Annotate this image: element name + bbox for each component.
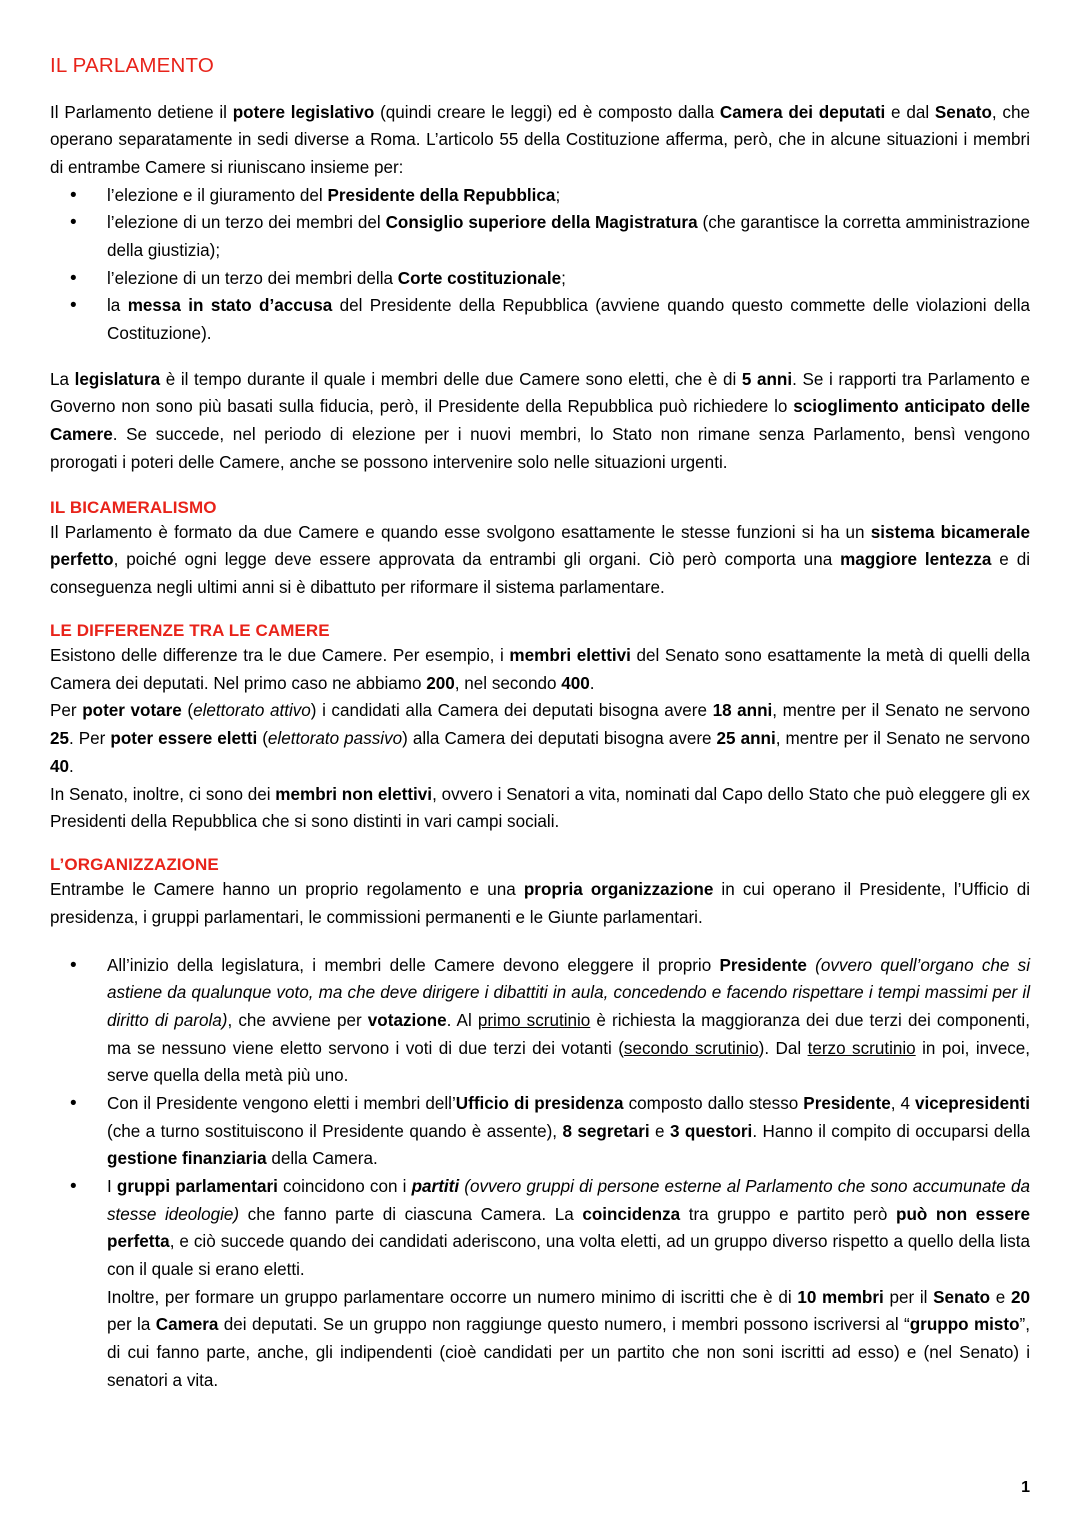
dif1-bold-2: 200 — [426, 673, 455, 693]
leg-text-4: . Se succede, nel periodo di elezione per i nuovi membri, lo Stato non rimane senza Parlamento, bensì vengono prorogati i poteri delle Camere, anche se possono intervenire solo nelle situazioni urgenti. — [50, 425, 1030, 472]
list-item — [50, 292, 1030, 347]
leg-bold-2: 5 anni — [741, 369, 793, 389]
bic-text-2: , poiché ogni legge deve essere approvata da entrambi gli organi. Ciò però comporta una — [113, 550, 841, 570]
list-item — [50, 182, 1030, 210]
dif2-text-6: ( — [257, 729, 268, 749]
dif3-bold-1: membri non elettivi — [275, 784, 433, 804]
intro-text-2: (quindi creare le leggi) ed è composto dalla — [374, 102, 720, 122]
dif2-italic-1: elettorato attivo — [193, 701, 311, 721]
bic-bold-2: maggiore lentezza — [840, 550, 992, 570]
bicameralismo-paragraph — [50, 519, 1030, 602]
intro-bold-2: Camera dei deputati — [719, 102, 886, 122]
ob1-text-3: , che avviene per — [227, 1010, 368, 1030]
section-heading-organizzazione: L’ORGANIZZAZIONE — [50, 854, 219, 874]
ob3c-text-2: per il — [883, 1287, 934, 1307]
bullet-text-2: ; — [555, 185, 561, 205]
bullet-bold-1: messa in stato d’accusa — [127, 296, 333, 316]
dif2-bold-1: poter votare — [82, 701, 182, 721]
ob3c-text-6: ”, di cui fanno parte, anche, gli indipendenti (cioè candidati per un partito che non soni iscritti ad esso) e (nel Senato) i senatori a vita. — [107, 1315, 1030, 1390]
ob2-bold-4: 8 segretari — [562, 1121, 650, 1141]
leg-text-3: . Se i rapporti tra Parlamento e Governo non sono più basati sulla fiducia, però, il Presidente della Repubblica può richiedere lo — [50, 369, 1031, 417]
intro-text-3: e dal — [885, 102, 935, 122]
dif2-bold-3: 25 — [50, 729, 70, 749]
ob3-text-5: tra gruppo e partito però — [680, 1204, 897, 1224]
ob1-text-7: in poi, invece, serve quella della metà più uno. — [107, 1038, 1031, 1086]
dif3-text-2: , ovvero i Senatori a vita, nominati dal Capo dello Stato che può eleggere gli ex Presidenti della Repubblica che si sono distinti in vari campi sociali. — [50, 784, 1030, 832]
ob2-bold-6: gestione finanziaria — [107, 1149, 267, 1169]
dif2-text-8: , mentre per il Senato ne servono — [775, 729, 1030, 749]
ob1-italic-1: (ovvero quell’organo che si astiene da qualunque voto, ma che deve dirigere i dibattiti in aula, concedendo e facendo rispettare i tempi massimi per il diritto di parola) — [107, 955, 1030, 1030]
ob3-bold-2: coincidenza — [582, 1204, 681, 1224]
ob3c-bold-5: gruppo misto — [909, 1315, 1020, 1335]
ob1-text-5: è richiesta la maggioranza dei due terzi dei componenti, ma se nessuno viene eletto servono i voti di due terzi dei votanti ( — [107, 1010, 1030, 1058]
page-number: 1 — [1021, 1479, 1030, 1496]
ob3-text-4: che fanno parte di ciascuna Camera. La — [239, 1204, 583, 1224]
section-heading-bicameralismo: IL BICAMERALISMO — [50, 497, 217, 517]
leg-bold-3: scioglimento anticipato delle Camere — [50, 397, 1030, 445]
ob3-bolditalic-1: partiti — [411, 1177, 460, 1197]
ob2-bold-1: Ufficio di presidenza — [455, 1093, 624, 1113]
ob2-bold-5: 3 questori — [669, 1121, 753, 1141]
dif1-text-2: del Senato sono esattamente la metà di quelli della Camera dei deputati. Nel primo caso ne abbiamo — [50, 646, 1030, 693]
list-item — [50, 209, 1030, 264]
intro-bold-3: Senato — [934, 102, 992, 122]
dif2-italic-2: elettorato passivo — [267, 729, 403, 749]
bullet-text-2: del Presidente della Repubblica (avviene quando questo commette delle violazioni della Costituzione). — [107, 296, 1031, 344]
ob2-text-1: Con il Presidente vengono eletti i membri dell’ — [107, 1093, 456, 1113]
dif2-bold-4: poter essere eletti — [110, 729, 258, 749]
bullet-text-1: l’elezione e il giuramento del — [107, 185, 328, 205]
dif2-bold-6: 40 — [50, 756, 70, 776]
ob2-text-4: (che a turno sostituiscono il Presidente quando è assente), — [107, 1121, 563, 1141]
ob1-text-2 — [807, 956, 815, 975]
bullet-bold-1: Consiglio superiore della Magistratura — [385, 213, 698, 233]
list-item — [50, 1173, 1030, 1284]
leg-text-1: La — [50, 369, 75, 389]
ob2-text-3: , 4 — [890, 1093, 916, 1113]
legislatura-paragraph — [50, 366, 1030, 477]
ob1-underline-2: secondo scrutinio — [623, 1038, 759, 1058]
ob1-bold-1: Presidente — [719, 955, 807, 975]
ob3c-text-1: Inoltre, per formare un gruppo parlamentare occorre un numero minimo di iscritti che è di — [107, 1287, 798, 1307]
dif2-bold-5: 25 anni — [716, 729, 776, 749]
organizzazione-paragraph — [50, 876, 1030, 931]
bullet-text-2: (che garantisce la corretta amministrazione della giustizia); — [107, 213, 1030, 261]
bullet-bold-1: Presidente della Repubblica — [327, 185, 556, 205]
ob3c-text-5: dei deputati. Se un gruppo non raggiunge questo numero, i membri possono iscriversi al “ — [218, 1315, 910, 1335]
bullet-bold-1: Corte costituzionale — [397, 268, 562, 288]
bullet-text-1: la — [107, 296, 128, 316]
list-item — [50, 952, 1030, 1090]
ob1-text-6: ). Dal — [758, 1038, 808, 1058]
ob2-bold-2: Presidente — [803, 1093, 891, 1113]
ob2-text-2: composto dallo stesso — [623, 1093, 804, 1113]
bic-text-3: e di conseguenza negli ultimi anni si è dibattuto per riformare il sistema parlamentare. — [50, 550, 1031, 598]
dif2-text-4: , mentre per il Senato ne servono — [772, 701, 1030, 721]
intro-text-4: , che operano separatamente in sedi diverse a Roma. L’articolo 55 della Costituzione afferma, però, che in alcune situazioni i membri di entrambe Camere si riuniscano insieme per: — [50, 102, 1030, 177]
ob3-text-2: coincidono con i — [277, 1177, 412, 1197]
dif2-bold-2: 18 anni — [712, 701, 773, 721]
ob3-bold-1: gruppi parlamentari — [116, 1177, 278, 1197]
ob2-text-7: della Camera. — [266, 1149, 378, 1169]
dif1-bold-3: 400 — [561, 673, 590, 693]
org-text-2: in cui operano il Presidente, l’Ufficio di presidenza, i gruppi parlamentari, le commissioni permanenti e le Giunte parlamentari. — [50, 880, 1031, 927]
intro-bullet-list — [50, 182, 1030, 348]
dif1-text-3: , nel secondo — [454, 673, 562, 693]
ob3-text-6: , e ciò succede quando dei candidati aderiscono, una volta eletti, ad un gruppo diverso rispetto a quello della lista con il quale si erano eletti. — [107, 1232, 1030, 1280]
org-text-1: Entrambe le Camere hanno un proprio regolamento e una — [50, 880, 524, 900]
page-title: IL PARLAMENTO — [50, 54, 214, 77]
ob2-text-5: e — [649, 1121, 670, 1141]
list-item — [50, 265, 1030, 293]
bic-text-1: Il Parlamento è formato da due Camere e quando esse svolgono esattamente le stesse funzioni si ha un — [50, 522, 871, 542]
dif2-text-5: . Per — [69, 729, 111, 749]
leg-bold-1: legislatura — [74, 369, 161, 389]
ob1-text-4: . Al — [446, 1010, 478, 1030]
ob3c-text-4: per la — [107, 1315, 156, 1335]
dif1-text-1: Esistono delle differenze tra le due Camere. Per esempio, i — [50, 646, 510, 666]
differenze-paragraph-3 — [50, 781, 1030, 836]
intro-paragraph — [50, 99, 1030, 182]
bic-bold-1: sistema bicamerale perfetto — [50, 522, 1030, 570]
ob2-text-6: . Hanno il compito di occuparsi della — [752, 1121, 1030, 1141]
dif2-text-2: ( — [181, 701, 194, 721]
ob3c-bold-2: Senato — [933, 1287, 991, 1307]
ob3c-bold-1: 10 membri — [797, 1287, 884, 1307]
ob1-bold-2: votazione — [367, 1010, 447, 1030]
bullet-text-2: ; — [561, 268, 566, 288]
differenze-paragraph-1 — [50, 642, 1030, 697]
list-item-continuation — [50, 1284, 1030, 1395]
ob1-text-1: All’inizio della legislatura, i membri delle Camere devono eleggere il proprio — [107, 955, 720, 975]
dif2-text-9: . — [69, 756, 74, 776]
ob1-underline-1: primo scrutinio — [477, 1010, 591, 1030]
bullet-text-1: l’elezione di un terzo dei membri della — [107, 268, 398, 288]
ob3-text-1: I — [107, 1177, 117, 1197]
leg-text-2: è il tempo durante il quale i membri delle due Camere sono eletti, che è di — [160, 369, 742, 389]
ob1-underline-3: terzo scrutinio — [807, 1038, 916, 1058]
ob3c-text-3: e — [990, 1287, 1011, 1307]
org-bold-1: propria organizzazione — [523, 880, 714, 900]
section-heading-differenze: LE DIFFERENZE TRA LE CAMERE — [50, 620, 330, 640]
list-item — [50, 1090, 1030, 1173]
dif1-bold-1: membri elettivi — [509, 646, 631, 666]
dif1-text-4: . — [589, 673, 595, 693]
dif2-text-1: Per — [50, 701, 83, 721]
dif2-text-7: ) alla Camera dei deputati bisogna avere — [402, 729, 717, 749]
organizzazione-bullet-list — [50, 952, 1030, 1395]
ob2-bold-3: vicepresidenti — [915, 1093, 1030, 1113]
ob3-bold-3: può non essere perfetta — [107, 1204, 1030, 1252]
ob3c-bold-4: Camera — [155, 1315, 219, 1335]
intro-text-1: Il Parlamento detiene il — [50, 102, 233, 122]
ob3-italic-1: (ovvero gruppi di persone esterne al Parlamento che sono accumunate da stesse ideologie) — [107, 1177, 1030, 1224]
dif3-text-1: In Senato, inoltre, ci sono dei — [50, 784, 276, 804]
differenze-paragraph-2 — [50, 697, 1030, 780]
intro-bold-1: potere legislativo — [232, 102, 375, 122]
bullet-text-1: l’elezione di un terzo dei membri del — [107, 213, 386, 233]
dif2-text-3: ) i candidati alla Camera dei deputati bisogna avere — [310, 701, 713, 721]
ob3c-bold-3: 20 — [1010, 1287, 1030, 1307]
